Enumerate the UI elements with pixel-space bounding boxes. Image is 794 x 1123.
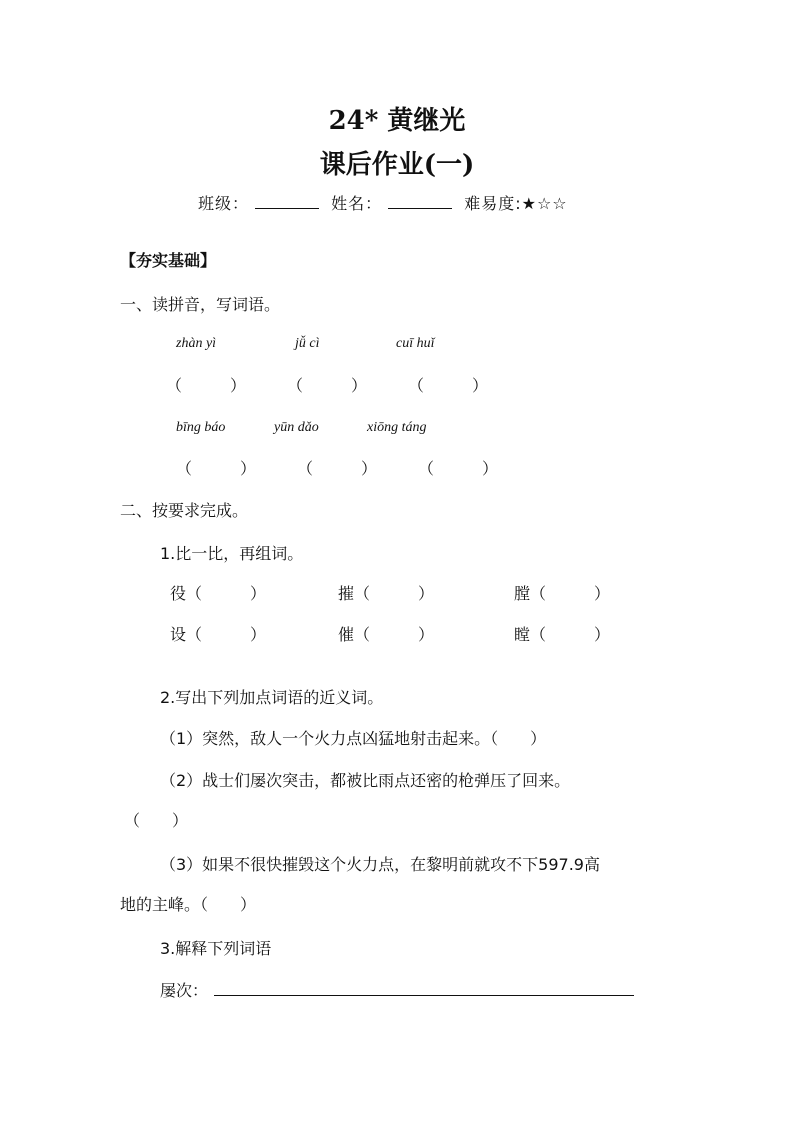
class-label: 班级： <box>198 194 250 213</box>
answer-paren-1-2[interactable]: （ ） <box>287 376 368 395</box>
compare-2-3[interactable]: 瞠（ ） <box>514 625 611 644</box>
q2-3-heading: 3.解释下列词语 <box>160 939 272 958</box>
explain-answer-line[interactable] <box>214 995 634 996</box>
q1-heading: 一、读拼音，写词语。 <box>120 295 281 314</box>
pinyin-1-1: zhàn yì <box>176 336 217 351</box>
pinyin-1-2: jǚ cì <box>295 336 320 351</box>
title-line-2: 课后作业(一) <box>319 150 475 180</box>
pinyin-2-3: xiōng táng <box>367 420 427 435</box>
compare-2-1[interactable]: 设（ ） <box>170 625 267 644</box>
compare-2-2[interactable]: 催（ ） <box>338 625 435 644</box>
sentence-3: （3）如果不很快摧毁这个火力点，在黎明前就攻不下597.9高 <box>160 855 600 874</box>
pinyin-2-1: bīng báo <box>176 420 226 435</box>
pinyin-2-2: yūn dǎo <box>274 420 319 435</box>
difficulty-label: 难易度:★☆☆ <box>464 194 568 213</box>
answer-paren-2-1[interactable]: （ ） <box>176 459 257 478</box>
q2-2-heading: 2.写出下列加点词语的近义词。 <box>160 688 384 707</box>
answer-paren-2-3[interactable]: （ ） <box>418 459 499 478</box>
class-blank[interactable] <box>255 194 319 209</box>
compare-1-2[interactable]: 摧（ ） <box>338 584 435 603</box>
pinyin-1-3: cuī huǐ <box>396 336 435 351</box>
sentence-3-cont: 地的主峰。（ ） <box>120 895 257 914</box>
explain-label: 屡次： <box>160 981 209 1000</box>
q2-heading: 二、按要求完成。 <box>120 501 249 520</box>
title-line-1: 24* 黄继光 <box>328 106 466 136</box>
info-row <box>198 191 568 214</box>
compare-1-3[interactable]: 膛（ ） <box>514 584 611 603</box>
answer-paren-1-1[interactable]: （ ） <box>166 376 247 395</box>
sentence-1: （1）突然，敌人一个火力点凶猛地射击起来。（ ） <box>160 729 547 748</box>
q2-1-heading: 1.比一比，再组词。 <box>160 544 304 563</box>
name-label: 姓名： <box>331 194 383 213</box>
answer-paren-1-3[interactable]: （ ） <box>408 376 489 395</box>
compare-1-1[interactable]: 役（ ） <box>170 584 267 603</box>
answer-paren-2-2[interactable]: （ ） <box>297 459 378 478</box>
sentence-2-answer[interactable]: （ ） <box>124 811 189 830</box>
name-blank[interactable] <box>388 194 452 209</box>
basics-heading: 【夯实基础】 <box>120 251 217 270</box>
sentence-2: （2）战士们屡次突击，都被比雨点还密的枪弹压了回来。 <box>160 771 571 790</box>
